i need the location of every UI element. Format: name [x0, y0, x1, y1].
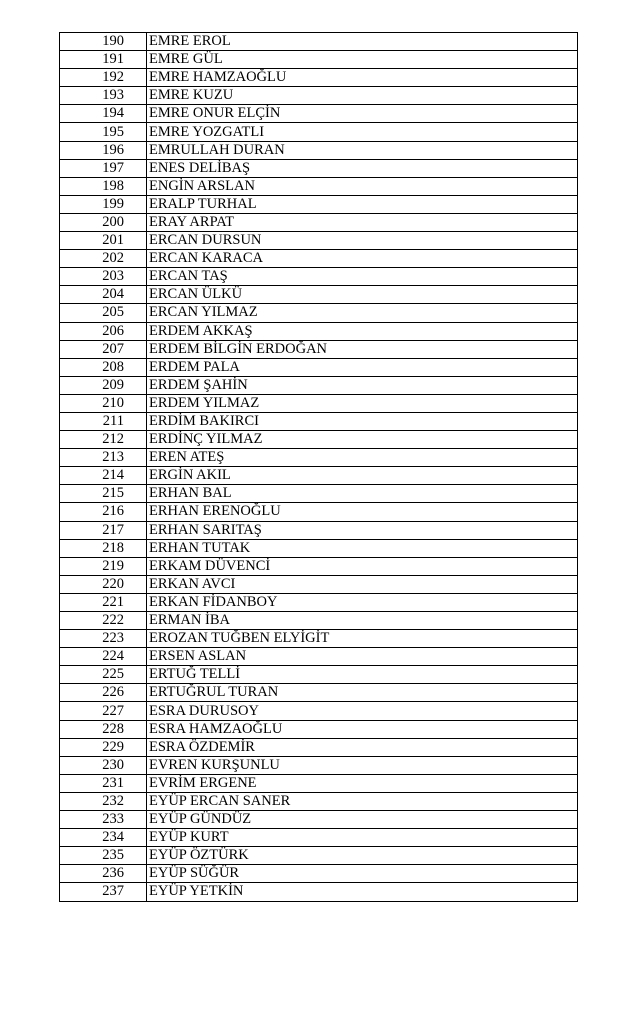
person-name: EMRE GÜL — [147, 51, 578, 69]
table-row — [60, 340, 578, 358]
table-row — [60, 467, 578, 485]
row-number: 219 — [60, 557, 147, 575]
row-number: 214 — [60, 467, 147, 485]
table-row — [60, 412, 578, 430]
table-row — [60, 630, 578, 648]
row-number: 205 — [60, 304, 147, 322]
table-row — [60, 123, 578, 141]
person-name: ERHAN TUTAK — [147, 539, 578, 557]
person-name: ERDİM BAKIRCI — [147, 412, 578, 430]
row-number: 233 — [60, 811, 147, 829]
row-number: 232 — [60, 792, 147, 810]
row-number: 204 — [60, 286, 147, 304]
person-name: ERDEM ŞAHİN — [147, 376, 578, 394]
table-row — [60, 575, 578, 593]
person-name: EMRE EROL — [147, 33, 578, 51]
person-name: EVRİM ERGENE — [147, 774, 578, 792]
row-number: 226 — [60, 684, 147, 702]
person-name: EYÜP ÖZTÜRK — [147, 847, 578, 865]
person-name: ERCAN ÜLKÜ — [147, 286, 578, 304]
person-name: EYÜP SÜĞÜR — [147, 865, 578, 883]
row-number: 222 — [60, 612, 147, 630]
person-name: ESRA HAMZAOĞLU — [147, 720, 578, 738]
table-row — [60, 756, 578, 774]
person-name: ERMAN İBA — [147, 612, 578, 630]
person-name: EREN ATEŞ — [147, 449, 578, 467]
table-row — [60, 883, 578, 901]
row-number: 221 — [60, 593, 147, 611]
table-row — [60, 394, 578, 412]
person-name: ERALP TURHAL — [147, 195, 578, 213]
row-number: 229 — [60, 738, 147, 756]
row-number: 207 — [60, 340, 147, 358]
table-row — [60, 503, 578, 521]
table-row — [60, 304, 578, 322]
person-name: EYÜP KURT — [147, 829, 578, 847]
row-number: 192 — [60, 69, 147, 87]
row-number: 230 — [60, 756, 147, 774]
table-row — [60, 51, 578, 69]
table-row — [60, 322, 578, 340]
table-row — [60, 141, 578, 159]
row-number: 236 — [60, 865, 147, 883]
table-row — [60, 792, 578, 810]
person-name: ERDEM PALA — [147, 358, 578, 376]
person-name: ENGİN ARSLAN — [147, 177, 578, 195]
name-list-table — [59, 32, 578, 902]
table-row — [60, 521, 578, 539]
row-number: 195 — [60, 123, 147, 141]
row-number: 197 — [60, 159, 147, 177]
person-name: ERSEN ASLAN — [147, 648, 578, 666]
row-number: 202 — [60, 250, 147, 268]
person-name: ERCAN YILMAZ — [147, 304, 578, 322]
table-row — [60, 250, 578, 268]
person-name: ERCAN KARACA — [147, 250, 578, 268]
row-number: 227 — [60, 702, 147, 720]
table-row — [60, 195, 578, 213]
row-number: 212 — [60, 431, 147, 449]
row-number: 225 — [60, 666, 147, 684]
table-row — [60, 811, 578, 829]
row-number: 220 — [60, 575, 147, 593]
row-number: 231 — [60, 774, 147, 792]
row-number: 190 — [60, 33, 147, 51]
person-name: ERDEM AKKAŞ — [147, 322, 578, 340]
person-name: EMRE YOZGATLI — [147, 123, 578, 141]
table-row — [60, 376, 578, 394]
row-number: 216 — [60, 503, 147, 521]
person-name: EMRE ONUR ELÇİN — [147, 105, 578, 123]
row-number: 235 — [60, 847, 147, 865]
person-name: ERDİNÇ YILMAZ — [147, 431, 578, 449]
table-row — [60, 33, 578, 51]
table-row — [60, 865, 578, 883]
row-number: 208 — [60, 358, 147, 376]
row-number: 234 — [60, 829, 147, 847]
row-number: 199 — [60, 195, 147, 213]
person-name: ERAY ARPAT — [147, 213, 578, 231]
person-name: ERHAN SARITAŞ — [147, 521, 578, 539]
person-name: EYÜP ERCAN SANER — [147, 792, 578, 810]
table-row — [60, 774, 578, 792]
person-name: EMRE HAMZAOĞLU — [147, 69, 578, 87]
table-row — [60, 87, 578, 105]
person-name: ERDEM BİLGİN ERDOĞAN — [147, 340, 578, 358]
row-number: 200 — [60, 213, 147, 231]
table-row — [60, 666, 578, 684]
table-row — [60, 557, 578, 575]
table-row — [60, 69, 578, 87]
table-row — [60, 159, 578, 177]
table-row — [60, 738, 578, 756]
person-name: ERKAM DÜVENCİ — [147, 557, 578, 575]
table-row — [60, 485, 578, 503]
row-number: 211 — [60, 412, 147, 430]
row-number: 193 — [60, 87, 147, 105]
table-row — [60, 829, 578, 847]
person-name: EMRE KUZU — [147, 87, 578, 105]
table-row — [60, 720, 578, 738]
person-name: ERCAN TAŞ — [147, 268, 578, 286]
row-number: 203 — [60, 268, 147, 286]
person-name: EMRULLAH DURAN — [147, 141, 578, 159]
name-list-body — [60, 33, 578, 902]
row-number: 217 — [60, 521, 147, 539]
table-row — [60, 684, 578, 702]
row-number: 223 — [60, 630, 147, 648]
table-row — [60, 213, 578, 231]
person-name: ERDEM YILMAZ — [147, 394, 578, 412]
table-row — [60, 232, 578, 250]
row-number: 213 — [60, 449, 147, 467]
person-name: ERHAN ERENOĞLU — [147, 503, 578, 521]
table-row — [60, 539, 578, 557]
row-number: 224 — [60, 648, 147, 666]
person-name: EVREN KURŞUNLU — [147, 756, 578, 774]
table-row — [60, 105, 578, 123]
row-number: 201 — [60, 232, 147, 250]
table-row — [60, 177, 578, 195]
person-name: ERTUĞRUL TURAN — [147, 684, 578, 702]
person-name: EYÜP GÜNDÜZ — [147, 811, 578, 829]
person-name: ESRA DURUSOY — [147, 702, 578, 720]
person-name: EYÜP YETKİN — [147, 883, 578, 901]
table-row — [60, 847, 578, 865]
table-row — [60, 593, 578, 611]
person-name: ERTUĞ TELLİ — [147, 666, 578, 684]
row-number: 209 — [60, 376, 147, 394]
person-name: ENES DELİBAŞ — [147, 159, 578, 177]
table-row — [60, 648, 578, 666]
row-number: 194 — [60, 105, 147, 123]
table-row — [60, 268, 578, 286]
table-row — [60, 612, 578, 630]
row-number: 218 — [60, 539, 147, 557]
row-number: 191 — [60, 51, 147, 69]
row-number: 196 — [60, 141, 147, 159]
table-row — [60, 286, 578, 304]
person-name: ERKAN AVCI — [147, 575, 578, 593]
table-row — [60, 449, 578, 467]
row-number: 237 — [60, 883, 147, 901]
person-name: EROZAN TUĞBEN ELYİGİT — [147, 630, 578, 648]
row-number: 215 — [60, 485, 147, 503]
person-name: ERHAN BAL — [147, 485, 578, 503]
row-number: 228 — [60, 720, 147, 738]
table-row — [60, 358, 578, 376]
person-name: ERKAN FİDANBOY — [147, 593, 578, 611]
table-row — [60, 431, 578, 449]
table-row — [60, 702, 578, 720]
person-name: ERCAN DURSUN — [147, 232, 578, 250]
person-name: ERGİN AKIL — [147, 467, 578, 485]
row-number: 206 — [60, 322, 147, 340]
person-name: ESRA ÖZDEMİR — [147, 738, 578, 756]
row-number: 198 — [60, 177, 147, 195]
row-number: 210 — [60, 394, 147, 412]
